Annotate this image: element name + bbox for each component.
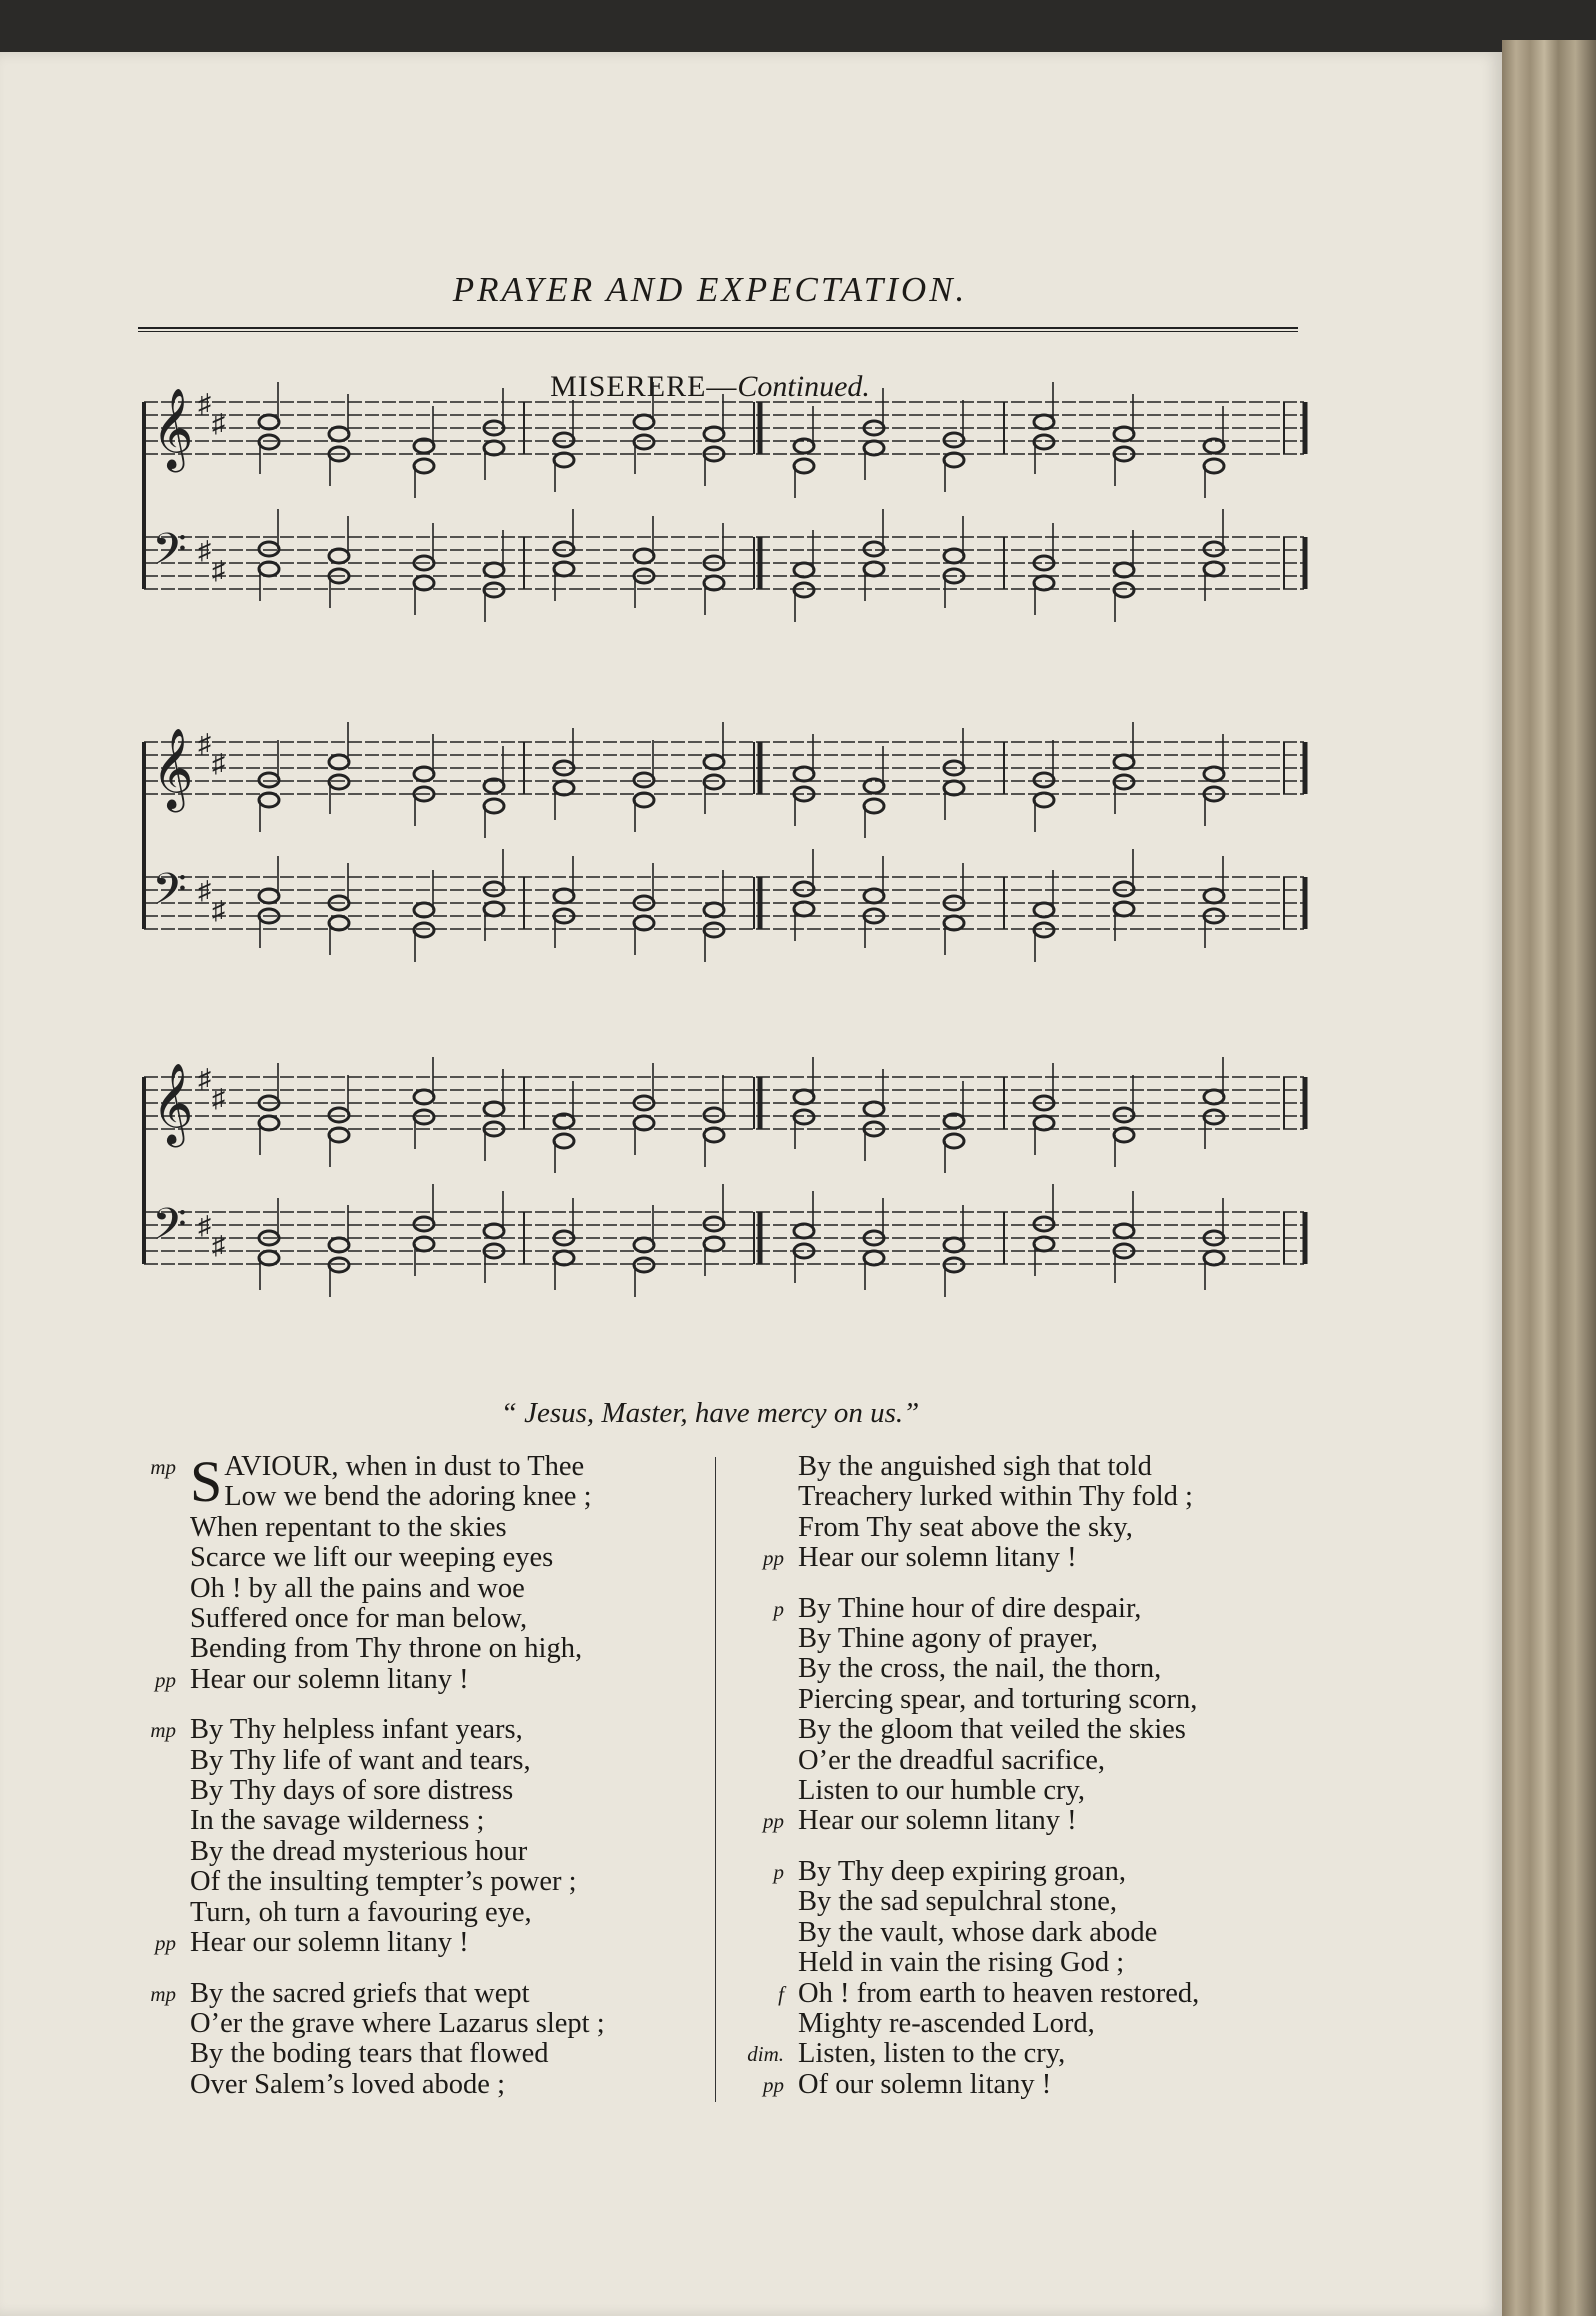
- svg-text:𝄢: 𝄢: [152, 863, 187, 926]
- verse-line: [778, 1977, 1318, 2009]
- svg-text:𝄢: 𝄢: [152, 523, 187, 586]
- verse-text: O’er the dreadful sacrifice,: [798, 1744, 1105, 1776]
- verse-line: [190, 2070, 710, 2100]
- verse-line: [798, 1918, 1318, 1948]
- verse-text: O’er the grave where Lazarus slept ;: [190, 2007, 605, 2039]
- svg-text:𝄞: 𝄞: [152, 387, 194, 469]
- verse-line: [155, 1663, 710, 1695]
- verse-text: Hear our solemn litany !: [190, 1927, 469, 1959]
- verse-text: Held in vain the rising God ;: [798, 1947, 1125, 1979]
- verse-line: [798, 2009, 1318, 2039]
- verse-line: [155, 1927, 710, 1959]
- verse-line: [150, 1977, 710, 2009]
- verse-line: [190, 1574, 710, 1604]
- verse-text: By Thy helpless infant years,: [190, 1714, 523, 1746]
- verse-line: [190, 1867, 710, 1897]
- dynamic-marking: f: [778, 1981, 784, 2006]
- verse-line: [190, 2039, 710, 2069]
- verse-text: Listen, listen to the cry,: [798, 2038, 1066, 2070]
- dynamic-marking: mp: [150, 1455, 176, 1479]
- verse-line: [798, 1482, 1318, 1512]
- column-divider: [715, 1457, 716, 2102]
- verse-text: By Thy days of sore distress: [190, 1775, 514, 1807]
- tune-name: MISERERE—: [550, 370, 738, 403]
- verse-text: Mighty re-ascended Lord,: [798, 2007, 1095, 2039]
- svg-text:♯: ♯: [212, 896, 225, 925]
- verse-text: Of the insulting tempter’s power ;: [190, 1866, 577, 1898]
- verse-text: Turn, oh turn a favouring eye,: [190, 1896, 532, 1928]
- music-system-1: [134, 372, 1314, 642]
- verse-text: By Thy deep expiring groan,: [798, 1855, 1126, 1887]
- verse-line: [773, 1592, 1318, 1624]
- dynamic-marking: pp: [155, 1667, 176, 1692]
- drop-cap: S: [190, 1449, 223, 1514]
- svg-text:𝄢: 𝄢: [152, 1198, 187, 1261]
- hymn-column-right: [747, 1451, 1318, 2120]
- verse-line: [763, 1805, 1318, 1837]
- dynamic-marking: pp: [763, 1809, 784, 1834]
- verse-line: [747, 2038, 1318, 2070]
- verse-line: [190, 1746, 710, 1776]
- music-staves: [134, 1047, 1314, 1317]
- dynamic-marking: pp: [763, 1546, 784, 1571]
- verse-text: When repentant to the skies: [190, 1511, 507, 1543]
- verse-text: Treachery lurked within Thy fold ;: [798, 1481, 1193, 1513]
- svg-text:♯: ♯: [212, 409, 225, 438]
- verse-text: Low we bend the adoring knee ;: [224, 1481, 592, 1513]
- stanza: [763, 1451, 1318, 1574]
- svg-text:♯: ♯: [198, 1064, 211, 1093]
- verse-line: [798, 1776, 1318, 1806]
- verse-text: Of our solemn litany !: [798, 2068, 1052, 2100]
- music-staves: [134, 712, 1314, 982]
- svg-text:♯: ♯: [212, 556, 225, 585]
- verse-text: By the gloom that veiled the skies: [798, 1714, 1186, 1746]
- dynamic-marking: pp: [763, 2072, 784, 2097]
- dynamic-marking: mp: [150, 1718, 176, 1743]
- dynamic-marking: pp: [155, 1931, 176, 1956]
- verse-line: [190, 1776, 710, 1806]
- dynamic-marking: mp: [150, 1981, 176, 2006]
- verse-text: By the cross, the nail, the thorn,: [798, 1653, 1162, 1685]
- svg-text:♯: ♯: [212, 1231, 225, 1260]
- verse-line: [190, 1837, 710, 1867]
- verse-line: [150, 1714, 710, 1746]
- verse-line: [798, 1948, 1318, 1978]
- verse-text: By the anguished sigh that told: [798, 1451, 1152, 1482]
- verse-line: [190, 1898, 710, 1928]
- verse-line: [190, 1482, 710, 1512]
- verse-text: AVIOUR, when in dust to Thee: [224, 1451, 585, 1482]
- verse-text: By the boding tears that flowed: [190, 2038, 549, 2070]
- dynamic-marking: p: [773, 1859, 784, 1884]
- verse-text: By the sad sepulchral stone,: [798, 1886, 1117, 1918]
- verse-text: By Thy life of want and tears,: [190, 1744, 531, 1776]
- verse-line: [190, 1604, 710, 1634]
- verse-text: Bending from Thy throne on high,: [190, 1633, 583, 1665]
- music-staves: [134, 372, 1314, 642]
- stanza: [763, 1592, 1318, 1837]
- verse-line: [798, 1513, 1318, 1543]
- svg-text:♯: ♯: [198, 876, 211, 905]
- verse-line: [798, 1746, 1318, 1776]
- svg-text:♯: ♯: [212, 1084, 225, 1113]
- verse-text: Listen to our humble cry,: [798, 1775, 1086, 1807]
- verse-line: [190, 1543, 710, 1573]
- verse-text: By the sacred griefs that wept: [190, 1977, 530, 2009]
- verse-line: [798, 1654, 1318, 1684]
- verse-text: By Thine agony of prayer,: [798, 1623, 1098, 1655]
- verse-text: Suffered once for man below,: [190, 1603, 528, 1635]
- stanza: [150, 1714, 710, 1959]
- verse-text: Piercing spear, and torturing scorn,: [798, 1683, 1198, 1715]
- stanza: [150, 1977, 710, 2101]
- svg-text:♯: ♯: [198, 729, 211, 758]
- verse-line: [190, 1513, 710, 1543]
- verse-text: By the dread mysterious hour: [190, 1835, 528, 1867]
- verse-text: Hear our solemn litany !: [798, 1805, 1077, 1837]
- verse-line: [798, 1685, 1318, 1715]
- svg-text:♯: ♯: [198, 389, 211, 418]
- verse-text: From Thy seat above the sky,: [798, 1511, 1133, 1543]
- verse-text: Oh ! from earth to heaven restored,: [798, 1977, 1200, 2009]
- stanza: [150, 1449, 710, 1695]
- verse-line: [763, 1542, 1318, 1574]
- verse-text: Hear our solemn litany !: [190, 1663, 469, 1695]
- verse-text: Over Salem’s loved abode ;: [190, 2068, 506, 2100]
- head-rule: [138, 327, 1298, 332]
- verse-text: By the vault, whose dark abode: [798, 1916, 1158, 1948]
- verse-text: In the savage wilderness ;: [190, 1805, 485, 1837]
- verse-line: [798, 1452, 1318, 1482]
- verse-line: [798, 1887, 1318, 1917]
- stanza: [747, 1855, 1318, 2100]
- svg-text:♯: ♯: [212, 749, 225, 778]
- svg-text:♯: ♯: [198, 536, 211, 565]
- dynamic-marking: dim.: [747, 2042, 784, 2067]
- verse-line: [798, 1715, 1318, 1745]
- verse-text: Hear our solemn litany !: [798, 1542, 1077, 1574]
- hymn-column-left: [150, 1449, 710, 2120]
- caption: “ Jesus, Master, have mercy on us.”: [500, 1397, 920, 1429]
- dynamic-marking: p: [773, 1596, 784, 1621]
- verse-line: [190, 1634, 710, 1664]
- verse-line: [763, 2068, 1318, 2100]
- tune-continued: Continued.: [737, 370, 870, 403]
- svg-text:𝄞: 𝄞: [152, 1062, 194, 1144]
- music-system-3: [134, 1047, 1314, 1317]
- book-page: [0, 52, 1502, 2316]
- verse-line: [798, 1624, 1318, 1654]
- svg-text:𝄞: 𝄞: [152, 727, 194, 809]
- page-edge: [1502, 40, 1596, 2316]
- verse-line: [190, 2009, 710, 2039]
- verse-line: [773, 1855, 1318, 1887]
- verse-text: Oh ! by all the pains and woe: [190, 1572, 525, 1604]
- verse-line: [190, 1806, 710, 1836]
- svg-text:♯: ♯: [198, 1211, 211, 1240]
- verse-text: By Thine hour of dire despair,: [798, 1592, 1142, 1624]
- running-head: PRAYER AND EXPECTATION.: [452, 270, 968, 309]
- music-system-2: [134, 712, 1314, 982]
- verse-text: Scarce we lift our weeping eyes: [190, 1542, 554, 1574]
